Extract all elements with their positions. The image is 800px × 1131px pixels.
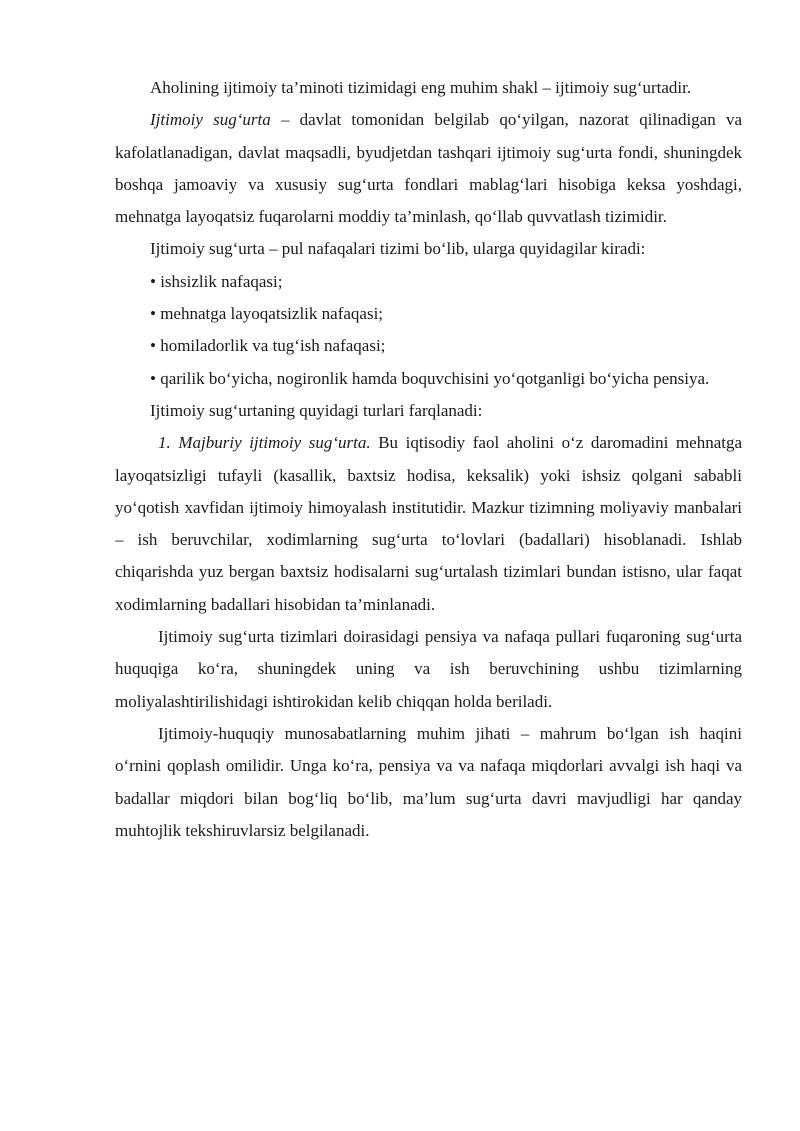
list-item: • ishsizlik nafaqasi; — [150, 271, 283, 291]
paragraph-definition — [115, 104, 742, 233]
paragraph-benefits-intro: Ijtimoiy sug‘urta – pul nafaqalari tizimi bo‘lib, ularga quyidagilar kiradi: — [150, 239, 646, 259]
paragraph-legal-relations: Ijtimoiy-huquqiy munosabatlarning muhim jihati – mahrum bo‘lgan ish haqini o‘rnini qoplash omilidir. Unga ko‘ra, pensiya va va nafaqa miqdorlari avvalgi ish haqi va badallar miqdori bilan bog‘liq bo‘lib, ma’lum sug‘urta davri mavjudligi har qanday muhtojlik tekshiruvlarsiz belgilanadi. — [115, 723, 742, 840]
section-text: Bu iqtisodiy faol aholini o‘z daromadini mehnatga layoqatsizligi tufayli (kasallik, baxtsiz hodisa, keksalik) yoki ishsiz qolgani sababli yo‘qotish xavfidan ijtimoiy himoyalash institutidir. Mazkur tizimning moliyaviy manbalari – ish beruvchilar, xodimlarning sug‘urta to‘lovlari (badallari) hisoblanadi. Ishlab chiqarishda yuz bergan baxtsiz hodisalarni sug‘urtalash tizimlari bundan istisno, ular faqat xodimlarning badallari hisobidan ta’minlanadi. — [115, 433, 743, 614]
paragraph-types-intro: Ijtimoiy sug‘urtaning quyidagi turlari farqlanadi: — [150, 400, 483, 420]
list-item: • qarilik bo‘yicha, nogironlik hamda boquvchisini yo‘qotganligi bo‘yicha pensiya. — [150, 368, 710, 388]
list-item: • homiladorlik va tug‘ish nafaqasi; — [150, 336, 386, 356]
section-heading: 1. Majburiy ijtimoiy sug‘urta. — [158, 433, 371, 453]
document-page — [115, 72, 742, 847]
paragraph-pension-payments: Ijtimoiy sug‘urta tizimlari doirasidagi pensiya va nafaqa pullari fuqaroning sug‘urta huquqiga ko‘ra, shuningdek uning va ish beruvchining ushbu tizimlarning moliyalashtirilishidagi ishtirokidan kelib chiqqan holda beriladi. — [115, 627, 742, 711]
paragraph-intro: Aholining ijtimoiy ta’minoti tizimidagi eng muhim shakl – ijtimoiy sug‘urtadir. — [150, 78, 692, 97]
definition-text: – davlat tomonidan belgilab qo‘yilgan, nazorat qilinadigan va kafolatlanadigan, davlat maqsadli, byudjetdan tashqari ijtimoiy sug‘urta fondi, shuningdek boshqa jamoaviy va xususiy sug‘urta fondlari mablag‘lari hisobiga keksa yoshdagi, mehnatga layoqatsiz fuqarolarni moddiy ta’minlash, qo‘llab quvvatlash tizimidir. — [115, 110, 742, 227]
list-item: • mehnatga layoqatsizlik nafaqasi; — [150, 304, 384, 324]
definition-term: Ijtimoiy sug‘urta — [150, 110, 271, 130]
paragraph-mandatory-insurance — [115, 427, 742, 621]
